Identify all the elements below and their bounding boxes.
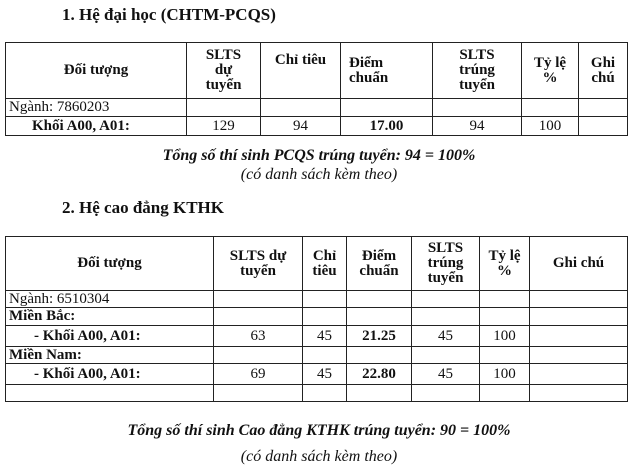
section2-note: (có danh sách kèm theo) — [240, 448, 398, 465]
header-ty-le: Tỷ lệ % — [522, 43, 579, 99]
table-section2 — [5, 236, 628, 402]
section2-summary: Tổng số thí sinh Cao đẳng KTHK trúng tuyển: 90 = 100% — [127, 422, 511, 439]
region-row-mien-bac — [6, 308, 628, 326]
header-doi-tuong: Đối tượng — [6, 43, 187, 99]
section2-heading: 2. Hệ cao đẳng KTHK — [62, 198, 224, 217]
row-chi-tieu: 94 — [261, 117, 341, 136]
row-diem-chuan: 17.00 — [341, 117, 433, 136]
header-slts-trung-tuyen: SLTS trúng tuyển — [433, 43, 522, 99]
header-diem-chuan: Điểm chuẩn — [347, 237, 412, 291]
row-doi-tuong: Khối A00, A01: — [6, 117, 187, 136]
row-diem-chuan: 22.80 — [347, 364, 412, 385]
header-diem-chuan: Điểm chuẩn — [341, 43, 433, 99]
row-chi-tieu: 45 — [303, 364, 347, 385]
table2-nganh-row — [6, 291, 628, 308]
row-chi-tieu: 45 — [303, 326, 347, 347]
table1-nganh-row — [6, 99, 628, 117]
section1-summary: Tổng số thí sinh PCQS trúng tuyển: 94 = 100% — [162, 147, 476, 164]
row-doi-tuong: - Khối A00, A01: — [6, 364, 214, 385]
row-ty-le: 100 — [522, 117, 579, 136]
region-mien-bac: Miền Bắc: — [6, 308, 214, 326]
row-diem-chuan: 21.25 — [347, 326, 412, 347]
row-slts-du-tuyen: 69 — [214, 364, 303, 385]
row-doi-tuong: - Khối A00, A01: — [6, 326, 214, 347]
table1-header-row — [6, 43, 628, 99]
row-slts-trung-tuyen: 45 — [412, 326, 480, 347]
header-slts-du-tuyen: SLTS dự tuyển — [187, 43, 261, 99]
row-ghi-chu — [579, 117, 628, 136]
section1-heading: 1. Hệ đại học (CHTM-PCQS) — [62, 5, 276, 24]
table-row — [6, 364, 628, 385]
region-mien-nam: Miền Nam: — [6, 347, 214, 364]
row-slts-du-tuyen: 129 — [187, 117, 261, 136]
table-row — [6, 117, 628, 136]
header-slts-trung-tuyen: SLTS trúng tuyển — [412, 237, 480, 291]
row-slts-du-tuyen: 63 — [214, 326, 303, 347]
row-ghi-chu — [530, 326, 628, 347]
section1-note: (có danh sách kèm theo) — [240, 166, 398, 183]
region-row-mien-nam — [6, 347, 628, 364]
header-slts-du-tuyen: SLTS dự tuyển — [214, 237, 303, 291]
row-ghi-chu — [530, 364, 628, 385]
header-chi-tieu: Chỉ tiêu — [303, 237, 347, 291]
header-ty-le: Tỷ lệ % — [480, 237, 530, 291]
row-ty-le: 100 — [480, 364, 530, 385]
table2-header-row — [6, 237, 628, 291]
table2-empty-row — [6, 385, 628, 402]
nganh-label: Ngành: 7860203 — [6, 99, 187, 117]
row-slts-trung-tuyen: 45 — [412, 364, 480, 385]
table-row — [6, 326, 628, 347]
nganh-label: Ngành: 6510304 — [6, 291, 214, 308]
header-doi-tuong: Đối tượng — [6, 237, 214, 291]
row-ty-le: 100 — [480, 326, 530, 347]
header-ghi-chu: Ghi chú — [579, 43, 628, 99]
row-slts-trung-tuyen: 94 — [433, 117, 522, 136]
header-ghi-chu: Ghi chú — [530, 237, 628, 291]
header-chi-tieu: Chỉ tiêu — [261, 43, 341, 99]
table-section1 — [5, 42, 628, 136]
